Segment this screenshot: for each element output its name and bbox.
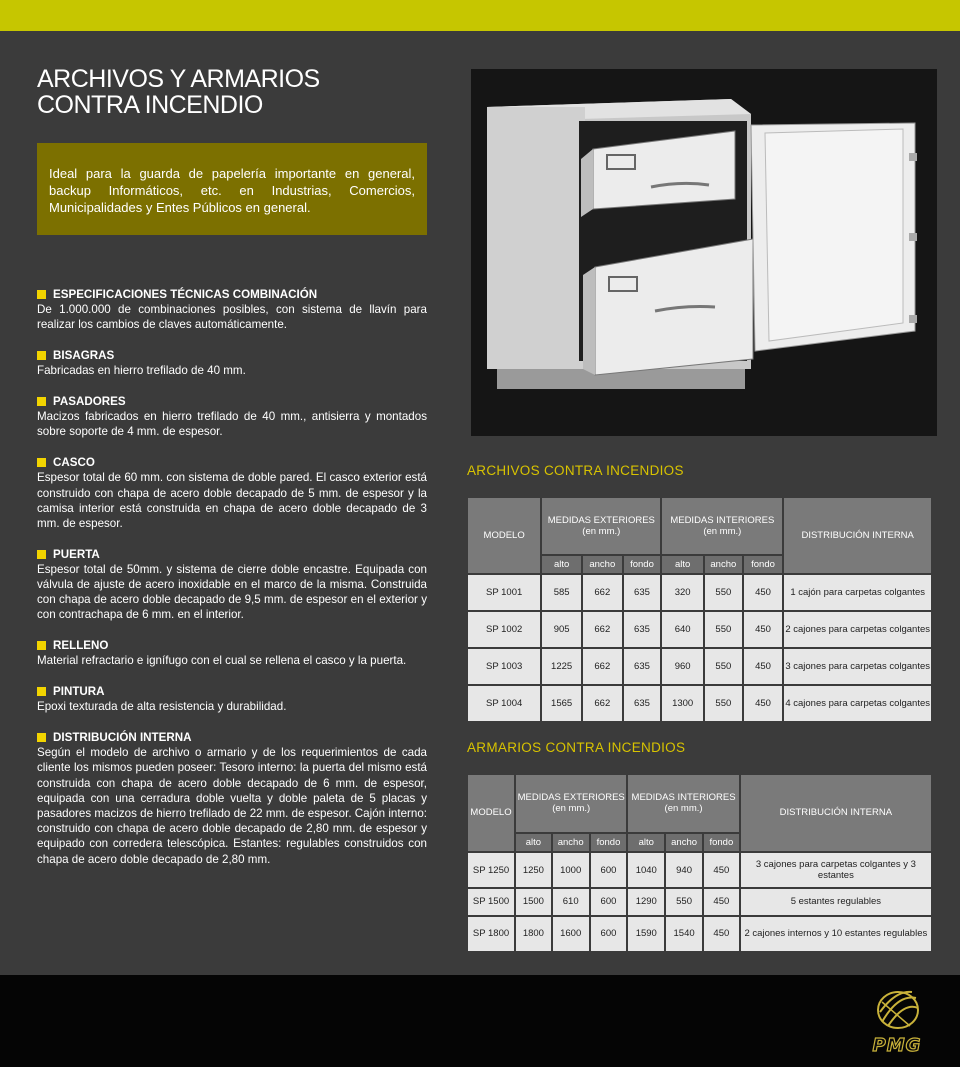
spec-item [37, 287, 427, 333]
subheader-fondo: fondo [744, 556, 783, 573]
subheader-ancho: ancho [666, 834, 702, 851]
table-row [468, 575, 931, 610]
cell-modelo: SP 1004 [468, 686, 540, 721]
header-ext-unit: (en mm.) [552, 803, 591, 815]
spec-title-text: PINTURA [53, 685, 105, 699]
subheader-alto: alto [516, 834, 551, 851]
bullet-square-icon [37, 550, 46, 559]
spec-text: Según el modelo de archivo o armario y de los requerimientos de cada cliente los mismos pueden poseer: Tesoro interno: la puerta del mismo está construida con chapa de acero doble decapado de 6 mm. de espesor, equipada con una cerradura doble vuelta y doble paleta de 5 placas y pasadores macizos de hierro trefilado de 22 mm. de espesor. Cajón interno: construido con chapa de acero doble decapado de 2,80 mm. de espesor y equipado con corredera telescópica. Estantes: regulables construidos con chapa de acero doble decapado de 2,80 mm. [37, 746, 427, 866]
bullet-square-icon [37, 687, 46, 696]
cell-int-ancho: 940 [666, 853, 702, 887]
cell-modelo: SP 1001 [468, 575, 540, 610]
cell-ext-alto: 1565 [542, 686, 581, 721]
cell-ext-ancho: 662 [583, 612, 622, 647]
header-distribucion: DISTRIBUCIÓN INTERNA [784, 498, 931, 573]
spec-title [37, 547, 427, 562]
cell-int-ancho: 550 [705, 649, 742, 684]
spec-item [37, 348, 427, 378]
table-row [468, 612, 931, 647]
bullet-square-icon [37, 397, 46, 406]
cell-int-fondo: 450 [704, 889, 739, 914]
cell-distribucion: 4 cajones para carpetas colgantes [784, 686, 931, 721]
cell-int-fondo: 450 [744, 612, 783, 647]
top-bar [0, 0, 960, 31]
header-distribucion: DISTRIBUCIÓN INTERNA [741, 775, 931, 851]
spec-title-text: DISTRIBUCIÓN INTERNA [53, 730, 192, 744]
cell-int-ancho: 1540 [666, 917, 702, 951]
page-title-line2: CONTRA INCENDIO [37, 91, 263, 119]
specifications-list [37, 287, 427, 882]
cell-ext-ancho: 610 [553, 889, 589, 914]
cell-ext-alto: 1800 [516, 917, 551, 951]
header-medidas-interiores [662, 498, 782, 554]
subheader-ancho: ancho [705, 556, 742, 573]
table-row [468, 853, 931, 887]
cell-ext-ancho: 662 [583, 686, 622, 721]
cell-distribucion: 1 cajón para carpetas colgantes [784, 575, 931, 610]
header-ext-label: MEDIDAS EXTERIORES [547, 515, 655, 526]
cell-ext-fondo: 600 [591, 853, 627, 887]
header-int-label: MEDIDAS INTERIORES [631, 792, 736, 804]
bullet-square-icon [37, 458, 46, 467]
cell-ext-fondo: 600 [591, 917, 627, 951]
cell-ext-alto: 585 [542, 575, 581, 610]
cell-int-fondo: 450 [704, 917, 739, 951]
spec-title [37, 730, 427, 745]
cell-ext-alto: 1500 [516, 889, 551, 914]
cell-ext-ancho: 1600 [553, 917, 589, 951]
cell-modelo: SP 1500 [468, 889, 514, 914]
cell-modelo: SP 1800 [468, 917, 514, 951]
spec-item [37, 684, 427, 714]
bullet-square-icon [37, 351, 46, 360]
cell-int-alto: 960 [662, 649, 703, 684]
cell-distribucion: 3 cajones para carpetas colgantes y 3 estantes [741, 853, 931, 887]
spec-title-text: ESPECIFICACIONES TÉCNICAS COMBINACIÓN [53, 288, 318, 301]
table-row [468, 649, 931, 684]
header-modelo: MODELO [468, 775, 514, 851]
cell-ext-alto: 905 [542, 612, 581, 647]
page-title-line1: ARCHIVOS Y ARMARIOS [37, 65, 320, 93]
table-row [468, 889, 931, 914]
header-medidas-interiores [628, 775, 738, 832]
spec-text: Epoxi texturada de alta resistencia y durabilidad. [37, 700, 287, 714]
subheader-fondo: fondo [704, 834, 739, 851]
spec-title [37, 394, 427, 409]
subheader-fondo: fondo [591, 834, 627, 851]
spec-title [37, 455, 427, 470]
archivos-section-title: ARCHIVOS CONTRA INCENDIOS [467, 463, 684, 478]
header-int-label: MEDIDAS INTERIORES [670, 515, 775, 526]
footer [0, 975, 960, 1067]
bullet-square-icon [37, 290, 46, 299]
cell-ext-alto: 1250 [516, 853, 551, 887]
header-medidas-exteriores [516, 775, 626, 832]
spec-text: Espesor total de 60 mm. con sistema de doble pared. El casco exterior está construido con chapa de acero doble decapado de 5 mm. de espesor y la camisa interior está construida en chapa de acero doble decapado de 3 mm. de espesor. [37, 471, 427, 530]
cell-ext-fondo: 635 [624, 649, 661, 684]
spec-text: Material refractario e ignífugo con el cual se rellena el casco y la puerta. [37, 654, 407, 668]
pmg-logo [862, 988, 932, 1058]
cell-int-alto: 640 [662, 612, 703, 647]
cell-ext-ancho: 1000 [553, 853, 589, 887]
spec-item [37, 730, 427, 867]
cell-int-ancho: 550 [666, 889, 702, 914]
armarios-table [466, 773, 933, 953]
spec-title [37, 684, 427, 699]
cell-distribucion: 2 cajones para carpetas colgantes [784, 612, 931, 647]
armarios-section-title: ARMARIOS CONTRA INCENDIOS [467, 740, 686, 755]
cell-modelo: SP 1003 [468, 649, 540, 684]
subheader-fondo: fondo [624, 556, 661, 573]
globe-logo-icon [862, 988, 932, 1034]
subheader-ancho: ancho [553, 834, 589, 851]
spec-item [37, 455, 427, 531]
cell-distribucion: 5 estantes regulables [741, 889, 931, 914]
spec-text: Espesor total de 50mm. y sistema de cierre doble encastre. Equipada con válvula de ajuste de acero inoxidable en el marco de la misma. Construida con chapa de acero doble decapado de 9,5 mm. de espesor en el exterior y con contrachapa de 6 mm. en el interior. [37, 562, 427, 622]
cell-int-fondo: 450 [744, 575, 783, 610]
page-title [37, 66, 320, 118]
header-ext-label: MEDIDAS EXTERIORES [517, 792, 625, 804]
spec-text: Fabricadas en hierro trefilado de 40 mm. [37, 364, 246, 378]
spec-title-text: BISAGRAS [53, 349, 115, 363]
spec-item [37, 638, 427, 668]
cell-int-fondo: 450 [744, 649, 783, 684]
spec-title-text: PASADORES [53, 395, 126, 409]
cell-int-ancho: 550 [705, 686, 742, 721]
cell-int-fondo: 450 [744, 686, 783, 721]
cell-int-alto: 1290 [628, 889, 664, 914]
spec-title-text: PUERTA [53, 547, 100, 561]
subheader-alto: alto [628, 834, 664, 851]
cell-ext-ancho: 662 [583, 575, 622, 610]
cell-int-alto: 1040 [628, 853, 664, 887]
spec-title [37, 638, 427, 653]
cell-int-alto: 1300 [662, 686, 703, 721]
cell-int-alto: 1590 [628, 917, 664, 951]
archivos-table [466, 496, 933, 723]
cell-int-ancho: 550 [705, 612, 742, 647]
spec-text: De 1.000.000 de combinaciones posibles, con sistema de llavín para realizar los cambios de claves automáticamente. [37, 303, 427, 332]
spec-item [37, 547, 427, 623]
logo-text: PMG [872, 1035, 922, 1056]
cell-modelo: SP 1250 [468, 853, 514, 887]
spec-title-text: CASCO [53, 456, 95, 470]
header-ext-unit: (en mm.) [582, 526, 621, 537]
spec-title [37, 287, 427, 302]
spec-text: Macizos fabricados en hierro trefilado de 40 mm., antisierra y montados sobre soporte de 4 mm. de espesor. [37, 410, 427, 439]
header-int-unit: (en mm.) [664, 803, 703, 815]
cell-ext-alto: 1225 [542, 649, 581, 684]
cell-int-ancho: 550 [705, 575, 742, 610]
table-row [468, 686, 931, 721]
table-row [468, 917, 931, 951]
cell-ext-fondo: 635 [624, 612, 661, 647]
fireproof-cabinet-image [471, 69, 937, 436]
cabinet-photo [471, 69, 937, 436]
bullet-square-icon [37, 641, 46, 650]
header-modelo: MODELO [468, 498, 540, 573]
header-int-unit: (en mm.) [703, 526, 742, 537]
cell-distribucion: 2 cajones internos y 10 estantes regulables [741, 917, 931, 951]
subheader-alto: alto [542, 556, 581, 573]
spec-item [37, 394, 427, 440]
cell-modelo: SP 1002 [468, 612, 540, 647]
spec-title-text: RELLENO [53, 639, 109, 653]
subheader-ancho: ancho [583, 556, 622, 573]
spec-title [37, 348, 427, 363]
cell-int-alto: 320 [662, 575, 703, 610]
cell-ext-ancho: 662 [583, 649, 622, 684]
subheader-alto: alto [662, 556, 703, 573]
header-medidas-exteriores [542, 498, 660, 554]
intro-box: Ideal para la guarda de papelería importante en general, backup Informáticos, etc. en Industrias, Comercios, Municipalidades y Entes Públicos en general. [37, 143, 427, 235]
cell-ext-fondo: 635 [624, 686, 661, 721]
cell-ext-fondo: 600 [591, 889, 627, 914]
bullet-square-icon [37, 733, 46, 742]
cell-distribucion: 3 cajones para carpetas colgantes [784, 649, 931, 684]
cell-int-fondo: 450 [704, 853, 739, 887]
cell-ext-fondo: 635 [624, 575, 661, 610]
